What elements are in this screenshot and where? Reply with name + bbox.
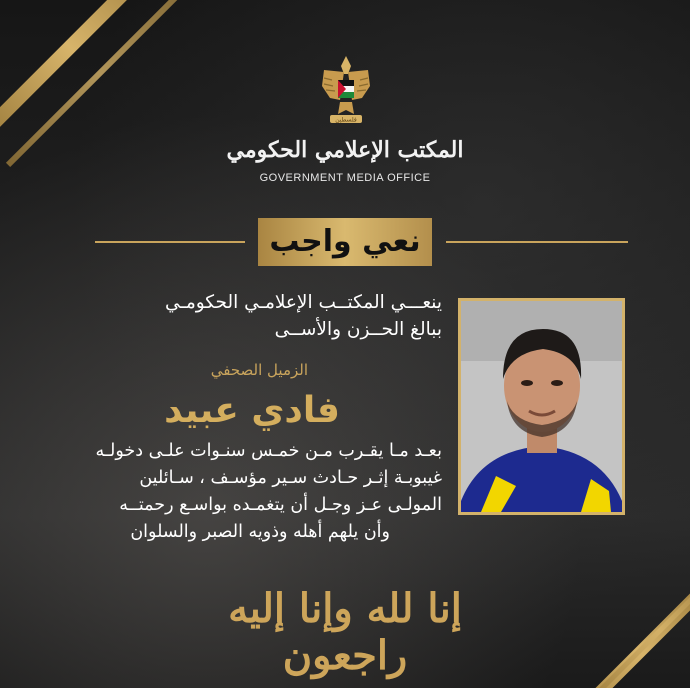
portrait-photo	[461, 301, 622, 512]
portrait-frame	[458, 298, 625, 515]
palestine-eagle-emblem-icon	[318, 52, 374, 132]
gold-stripe-bottom-right	[565, 577, 690, 688]
office-name-english: GOVERNMENT MEDIA OFFICE	[259, 172, 431, 184]
announcement-line-6: وأن يلهم أهله وذويه الصبر والسلوان	[130, 522, 390, 542]
announcement-line-1: ينعـــي المكتــب الإعلامـي الحكومـي	[164, 292, 442, 313]
obituary-badge: نعي واجب	[258, 218, 432, 266]
deceased-name: فادي عبيد	[164, 390, 340, 431]
announcement-line-5: المولـى عـز وجـل أن يتغمـده بواسـع رحمتــه	[119, 495, 442, 515]
office-name-arabic: المكتب الإعلامي الحكومي	[226, 137, 464, 163]
announcement-line-3: بعـد مـا يقـرب مـن خمـس سنـوات علـى دخولـه	[95, 441, 442, 461]
person-portrait-icon	[461, 301, 622, 512]
colleague-title: الزميل الصحفي	[210, 361, 308, 379]
announcement-line-4: غيبوبـة إثـر حـادث سـير مؤسـف ، سـائلين	[139, 468, 442, 488]
divider-left	[95, 241, 245, 243]
quran-verse: إنا لله وإنا إليه راجعون	[228, 585, 462, 679]
gold-stripe-top-left	[0, 0, 167, 144]
emblem-scroll-text: فلسطين	[335, 116, 357, 124]
announcement-line-2: ببالغ الحــزن والأســى	[274, 319, 442, 340]
divider-right	[446, 241, 628, 243]
